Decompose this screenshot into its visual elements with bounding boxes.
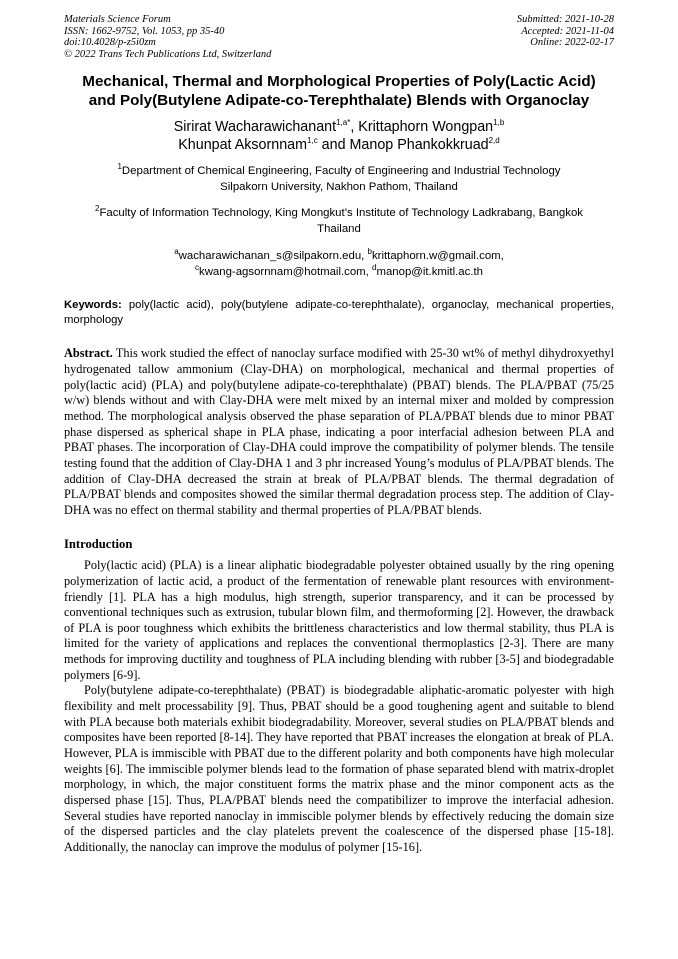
affiliation-text: Faculty of Information Technology, King Mongkut’s Institute of Technology Ladkrabang, Bangkok (99, 207, 583, 220)
email-mark: d (372, 263, 377, 273)
introduction-paragraph-1: Poly(lactic acid) (PLA) is a linear aliphatic biodegradable polyester obtained usually by the ring opening polymerization of lactic acid, a product of the fermentation of renewable plant resources with environment-friendly [1]. PLA has a high modulus, high strength, superior transparency, and it can be processed by conventional techniques such as extrusion, tubular blown film, and thermoforming [2]. However, the drawback of PLA is poor toughness which exhibits the brittleness characteristics and low thermal stability, thus PLA is limited for the variety of applications and replaces the conventional thermoplastics [2-3]. There are many methods for improving ductility and toughness of PLA including blending with rubber [3-5] and biodegradable polymers [6-9]. (64, 558, 614, 682)
journal-header (64, 14, 614, 60)
accepted-date: Accepted: 2021-11-04 (521, 25, 614, 37)
author-affiliation-mark: 1,b (493, 118, 505, 128)
journal-name: Materials Science Forum (64, 14, 171, 25)
affiliation-text: Thailand (317, 222, 361, 235)
author-line-2 (64, 136, 614, 154)
abstract-label: Abstract. (64, 346, 113, 361)
keywords-text: poly(lactic acid), poly(butylene adipate-co-terephthalate), organoclay, mechanical properties, morphology (64, 299, 614, 326)
title-line-1: Mechanical, Thermal and Morphological Properties of Poly(Lactic Acid) (82, 73, 596, 91)
author-name: Manop Phankokkruad (349, 137, 489, 154)
email-link[interactable]: wacharawichanan_s@silpakorn.edu, (178, 250, 365, 263)
paper-page (64, 14, 614, 856)
author-list (64, 118, 614, 154)
author-name: Krittaphorn Wongpan (358, 119, 494, 136)
author-name: Khunpat Aksornnam (178, 137, 308, 154)
affiliation-1 (64, 164, 614, 195)
email-mark: b (367, 247, 372, 257)
publication-dates (517, 14, 614, 60)
affiliation-text: Silpakorn University, Nakhon Pathom, Thailand (220, 180, 458, 193)
email-link[interactable]: kwang-agsornnam@hotmail.com, (199, 265, 369, 278)
author-line-1: Sirirat Wacharawichanant$^{1,a*}$, Krittaphorn Wongpan$^{1,b}$ (173, 118, 505, 136)
email-link[interactable]: manop@it.kmitl.ac.th (376, 265, 483, 278)
introduction-paragraph-2: Poly(butylene adipate-co-terephthalate) (PBAT) is biodegradable aliphatic-aromatic polyester with high flexibility and melt processability [9]. Thus, PBAT should be a good toughening agent and suitable to blend with PLA because both materials exhibit biodegradability. Moreover, several studies on PLA/PBAT blends and composites have been reported [8-14]. They have reported that PBAT increases the elongation at break of PLA. However, PLA is immiscible with PBAT due to the different polarity and both components have high molecular weights [6]. The immiscible polymer blends lead to the formation of phase separated blend with matrix-droplet morphology, in which, the major constituent forms the matrix phase and the minor component acts as the dispersed phase [15]. Thus, PLA/PBAT blends need the compatibilizer to improve the interfacial adhesion. Several studies have reported nanoclay in immiscible polymer blends by effectively reducing the domain size of the dispersed particles and the clay platelets prevent the coalescence of the dispersed phase [15-18]. Additionally, the nanoclay can improve the modulus of polymer [15-16]. (64, 683, 614, 854)
keywords (64, 298, 614, 327)
affiliation-2 (64, 206, 614, 237)
email-mark: a (174, 247, 179, 257)
keywords-label: Keywords: (64, 299, 122, 312)
affiliation-mark: 2 (94, 204, 100, 214)
online-date: Online: 2022-02-17 (530, 37, 614, 49)
journal-info (64, 14, 271, 60)
author-affiliation-mark: 1,a* (336, 118, 351, 128)
paper-title (64, 73, 614, 110)
author-affiliation-mark: 1,c (307, 136, 318, 146)
email-mark: c (195, 263, 199, 273)
title-line-2: and Poly(Butylene Adipate-co-Terephthalate) Blends with Organoclay (88, 91, 590, 109)
author-affiliation-mark: 2,d (488, 136, 500, 146)
section-heading-introduction: Introduction (64, 536, 133, 551)
author-emails (64, 249, 614, 280)
author-conjunction: and (321, 137, 346, 154)
email-link[interactable]: krittaphorn.w@gmail.com, (371, 250, 504, 263)
author-name: Sirirat Wacharawichanant (173, 119, 337, 136)
submitted-date: Submitted: 2021-10-28 (516, 14, 614, 25)
abstract (64, 346, 614, 518)
affiliation-mark: 1 (117, 162, 122, 172)
journal-issn: ISSN: 1662-9752, Vol. 1053, pp 35-40 (64, 25, 225, 37)
affiliation-text: Department of Chemical Engineering, Faculty of Engineering and Industrial Technology (121, 165, 561, 178)
journal-doi[interactable]: doi:10.4028/p-z5i0zm (64, 37, 156, 49)
journal-copyright: © 2022 Trans Tech Publications Ltd, Switzerland (64, 48, 272, 60)
abstract-text: This work studied the effect of nanoclay surface modified with 25-30 wt% of methyl dihydroxyethyl hydrogenated tallow ammonium (Clay-DHA) on morphological, mechanical and thermal properties of poly(lactic acid) (PLA) and poly(butylene adipate-co-terephthalate) (PBAT) blends. The PLA/PBAT (75/25 w/w) blends without and with Clay-DHA were melt mixed by an internal mixer and molded by compression method. The morphological analysis observed the phase separation of PLA/PBAT blends due to minor PBAT phase dispersed as spherical shape in PLA phase, indicating a poor interfacial adhesion between PLA and PBAT phases. The incorporation of Clay-DHA could improve the compatibility of polymer blends. The tensile testing found that the addition of Clay-DHA 1 and 3 phr increased Young’s modulus of PLA/PBAT blends. The addition of Clay-DHA decreased the strain at break of PLA/PBAT blends. The thermal degradation of PLA/PBAT blends and composites showed the similar thermal degradation process step. The addition of Clay-DHA was no effect on thermal stability and thermal properties of PLA/PBAT blends. (64, 346, 614, 517)
